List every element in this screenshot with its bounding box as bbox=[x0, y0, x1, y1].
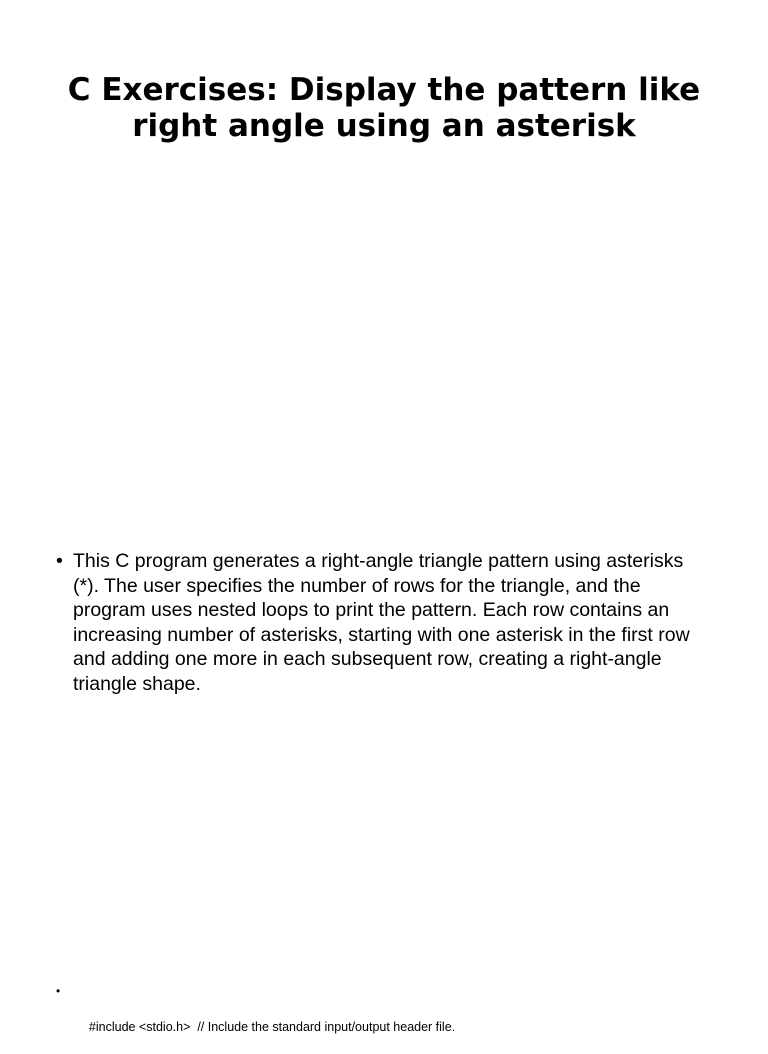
bullet-icon: • bbox=[56, 550, 63, 572]
description-text: This C program generates a right-angle triangle pattern using asterisks (*). The user specifies the number of rows for the triangle, and the program uses nested loops to print the pattern. Each row contains an increasing number of asterisks, starting with one asterisk in the first row and adding one more in each subsequent row, creating a right-angle triangle shape. bbox=[73, 550, 690, 695]
bullet-icon: • bbox=[56, 984, 61, 998]
description-list bbox=[56, 549, 712, 697]
description-bullet-item bbox=[56, 549, 712, 697]
code-line-text: #include <stdio.h> // Include the standard input/output header file. bbox=[88, 1020, 456, 1034]
code-bullet-item bbox=[56, 982, 716, 1054]
code-list bbox=[56, 982, 716, 1054]
slide-title: C Exercises: Display the pattern like right angle using an asterisk bbox=[67, 72, 701, 144]
